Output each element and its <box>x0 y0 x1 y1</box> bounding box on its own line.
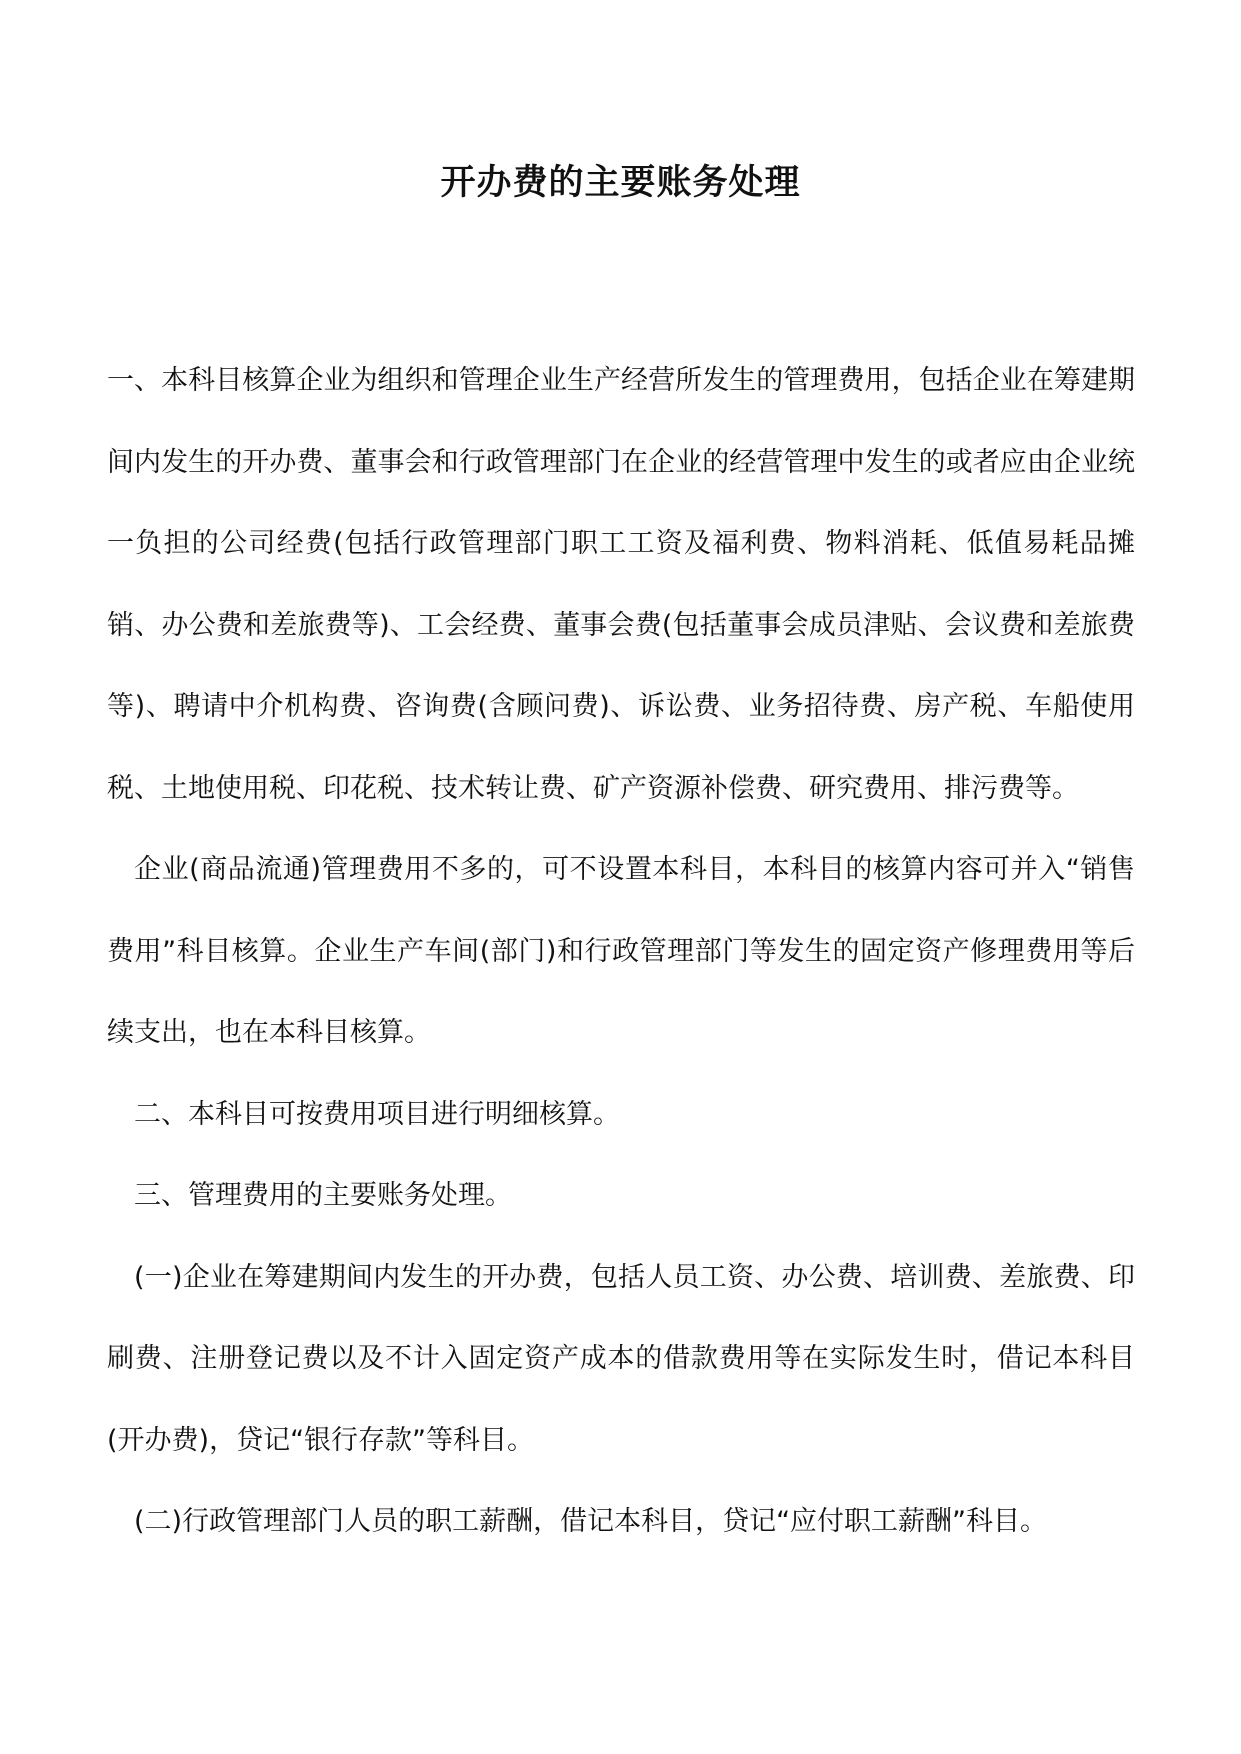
paragraph-1: 一、本科目核算企业为组织和管理企业生产经营所发生的管理费用，包括企业在筹建期间内发生的开办费、董事会和行政管理部门在企业的经营管理中发生的或者应由企业统一负担的公司经费(包括行政管理部门职工工资及福利费、物料消耗、低值易耗品摊销、办公费和差旅费等)、工会经费、董事会费(包括董事会成员津贴、会议费和差旅费等)、聘请中介机构费、咨询费(含顾问费)、诉讼费、业务招待费、房产税、车船使用税、土地使用税、印花税、技术转让费、矿产资源补偿费、研究费用、排污费等。 <box>107 365 1135 804</box>
paragraph-4: 三、管理费用的主要账务处理。 <box>134 1180 512 1211</box>
document-title: 开办费的主要账务处理 <box>440 162 801 203</box>
paragraph-5: (一)企业在筹建期间内发生的开办费，包括人员工资、办公费、培训费、差旅费、印刷费、注册登记费以及不计入固定资产成本的借款费用等在实际发生时，借记本科目(开办费)，贷记“银行存款”等科目。 <box>107 1261 1135 1456</box>
paragraph-6: (二)行政管理部门人员的职工薪酬，借记本科目，贷记“应付职工薪酬”科目。 <box>134 1506 1048 1537</box>
document-body <box>107 340 1135 1563</box>
paragraph-3: 二、本科目可按费用项目进行明细核算。 <box>134 1098 620 1130</box>
paragraph-2: 企业(商品流通)管理费用不多的，可不设置本科目，本科目的核算内容可并入“销售费用”科目核算。企业生产车间(部门)和行政管理部门等发生的固定资产修理费用等后续支出，也在本科目核算。 <box>107 854 1135 1048</box>
